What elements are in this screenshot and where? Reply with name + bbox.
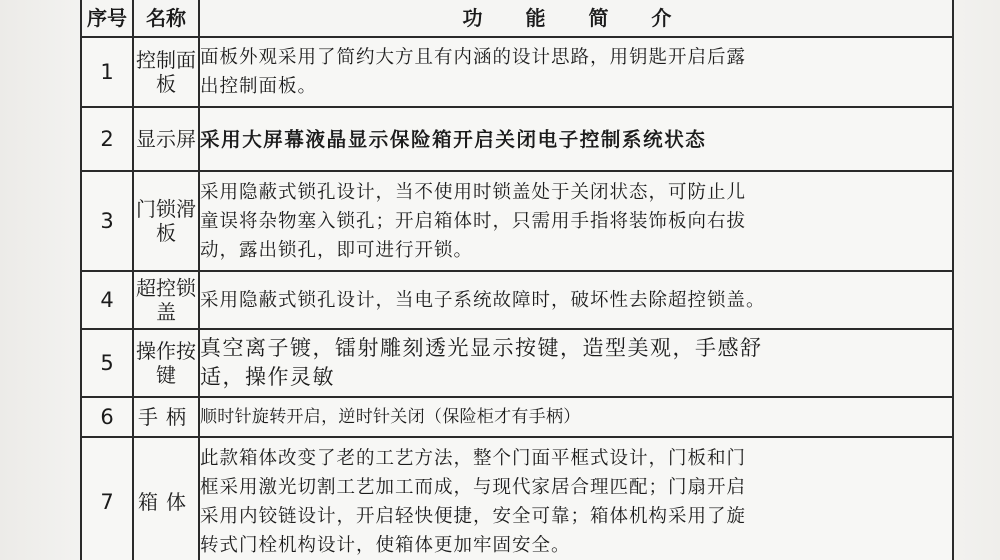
- row-name: 门锁滑板: [133, 171, 199, 271]
- row-name: 显示屏: [133, 107, 199, 171]
- description-line: 出控制面板。: [200, 76, 318, 97]
- description-line: 动，露出锁孔，即可进行开锁。: [200, 239, 474, 261]
- table-row: [81, 271, 953, 329]
- table-row: [81, 397, 953, 437]
- description-line: 童误将杂物塞入锁孔；开启箱体时，只需用手指将装饰板向右拔: [200, 210, 747, 232]
- row-name: 箱体: [133, 437, 199, 560]
- row-name: 操作按键: [133, 329, 199, 397]
- description-line: 真空离子镀，镭射雕刻透光显示按键，造型美观，手感舒: [200, 336, 763, 360]
- row-description: [199, 437, 953, 560]
- row-name: 手柄: [133, 397, 199, 437]
- description-line: 面板外观采用了简约大方且有内涵的设计思路，用钥匙开启后露: [200, 47, 747, 68]
- row-number: 5: [81, 329, 133, 397]
- row-number: 1: [81, 37, 133, 107]
- description-line: 采用隐蔽式锁孔设计，当电子系统故障时，破坏性去除超控锁盖。: [200, 289, 766, 311]
- header-description: 功 能 简 介: [199, 0, 953, 37]
- row-description: [199, 397, 953, 437]
- header-no: 序号: [81, 0, 133, 37]
- row-description: [199, 107, 953, 171]
- row-description: [199, 271, 953, 329]
- description-line: 框采用激光切割工艺加工而成，与现代家居合理匹配；门扇开启: [200, 477, 747, 498]
- row-description: [199, 37, 953, 107]
- row-name: 控制面板: [133, 37, 199, 107]
- row-number: 3: [81, 171, 133, 271]
- row-number: 6: [81, 397, 133, 437]
- row-number: 7: [81, 437, 133, 560]
- feature-table: [80, 0, 954, 560]
- description-line: 采用隐蔽式锁孔设计，当不使用时锁盖处于关闭状态，可防止儿: [200, 181, 747, 203]
- row-number: 4: [81, 271, 133, 329]
- row-description: [199, 329, 953, 397]
- description-line: 此款箱体改变了老的工艺方法，整个门面平框式设计，门板和门: [200, 448, 747, 469]
- table-row: [81, 437, 953, 560]
- description-line: 采用内铰链设计，开启轻快便捷，安全可靠；箱体机构采用了旋: [200, 506, 747, 527]
- header-row: [81, 0, 953, 37]
- header-name: 名称: [133, 0, 199, 37]
- table-row: [81, 329, 953, 397]
- description-line: 采用大屏幕液晶显示保险箱开启关闭电子控制系统状态: [200, 127, 707, 151]
- row-number: 2: [81, 107, 133, 171]
- description-line: 适，操作灵敏: [200, 365, 335, 389]
- row-description: [199, 171, 953, 271]
- description-line: 顺时针旋转开启，逆时针关闭（保险柜才有手柄）: [200, 406, 581, 427]
- row-name: 超控锁盖: [133, 271, 199, 329]
- description-line: 转式门栓机构设计，使箱体更加牢固安全。: [200, 535, 571, 556]
- table-row: [81, 171, 953, 271]
- table-row: [81, 37, 953, 107]
- table-row: [81, 107, 953, 171]
